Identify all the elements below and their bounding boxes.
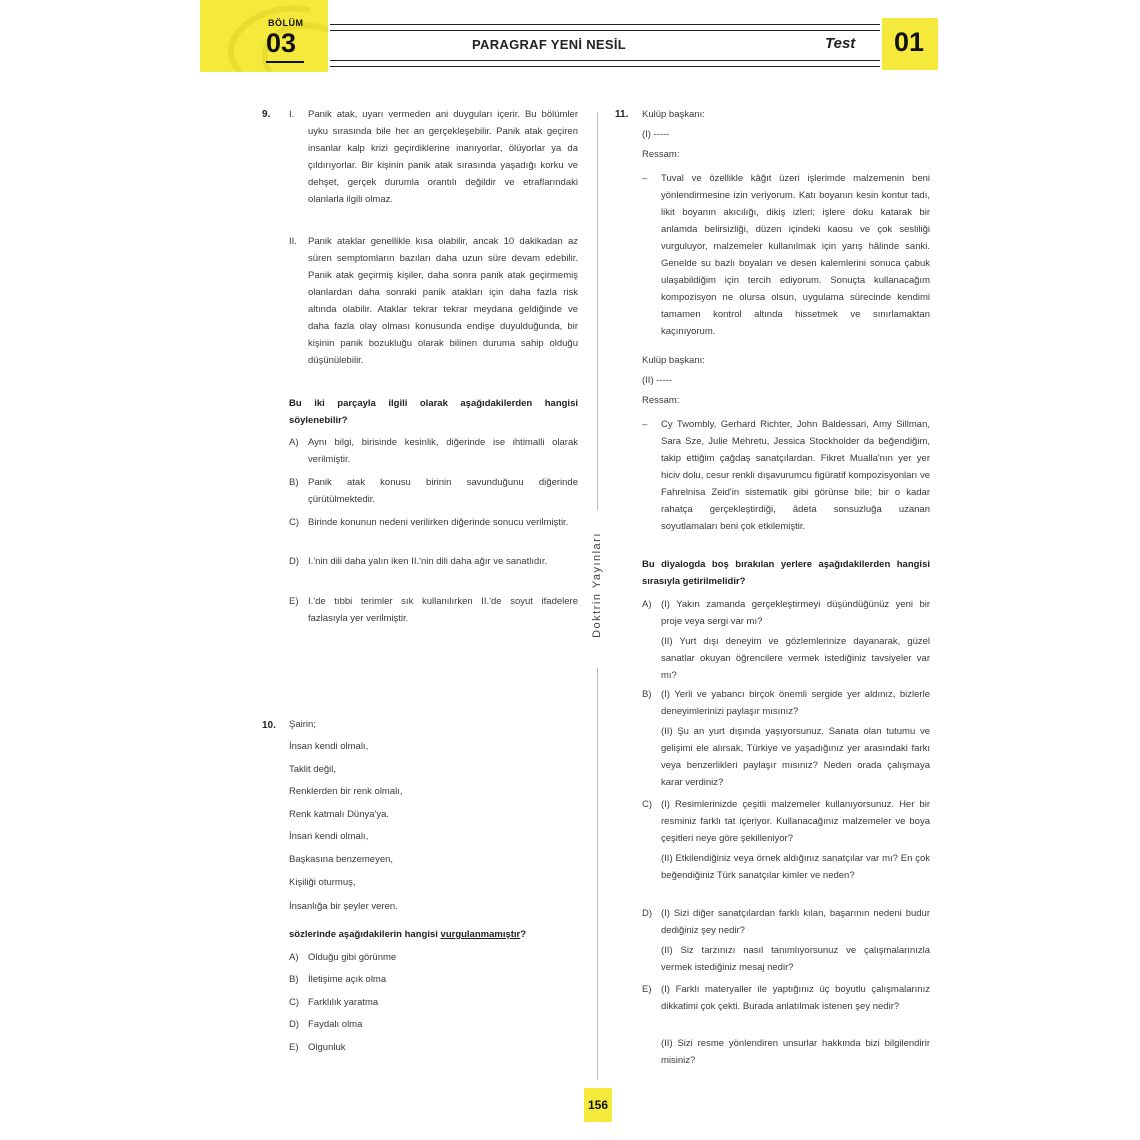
question-number: 9. [262,109,271,120]
poem-line: Taklit değil, [289,764,336,775]
page-title: PARAGRAF YENİ NESİL [472,37,627,52]
option-letter[interactable]: E) [289,1042,299,1053]
option-letter[interactable]: B) [642,689,652,700]
page-number-badge [584,1088,612,1122]
option-e[interactable]: I.'de tıbbi terimler sık kullanılırken II.'de soyut ifadelere fazlasıyla yer verilmiştir. [308,596,578,624]
section-badge-background [200,0,328,72]
option-e-part-1[interactable]: (I) Farklı materyaller ile yaptığınız üç boyutlu çalışmalarınız dikkatimi çok çekti. Burada anlatılmak istenen şey nedir? [661,984,930,1012]
section-label: BÖLÜM [268,18,304,28]
blank-placeholder: (II) ----- [642,375,673,386]
option-a[interactable]: Olduğu gibi görünme [308,952,397,963]
column-divider-bottom [597,668,598,1080]
artist-answer-2: Cy Twombly, Gerhard Richter, John Baldessari, Amy Sillman, Sara Sze, Julie Mehretu, Jessica Stockholder da beğendiğim, takip ettiğim çağdaş sanatçılardan. Fikret Mualla'nın yer yer hiciv dolu, cesur renkli dışavurumcu figüratif kompozisyonları ve Fahrelnisa Zeid'in sistematik gibi görünse bile; bir o kadar rahatça gerçekleştirdiği, âdeta sonsuzluğa uzanan soyutlamaları beni çok etkilemiştir. [661,419,930,532]
option-b[interactable]: İletişime açık olma [308,974,387,985]
poem-line: Başkasına benzemeyen, [289,854,394,865]
option-a-part-2[interactable]: (II) Yurt dışı deneyim ve gözlemlerinize dayanarak, güzel sanatlar okuyan öğrencilere vermek istediğiniz tavsiyeler var mı? [661,636,930,681]
option-d-part-2[interactable]: (II) Siz tarzınızı nasıl tanımlıyorsunuz ve çalışmalarınızla vermek istediğiniz mesaj nedir? [661,945,930,973]
option-e-part-2[interactable]: (II) Sizi resme yönlendiren unsurlar hakkında bizi bilgilendirir misiniz? [661,1038,930,1066]
dash-marker: – [642,173,648,184]
option-letter[interactable]: B) [289,974,299,985]
speaker-label: Kulüp başkanı: [642,355,705,366]
option-letter[interactable]: C) [642,799,653,810]
question-stem: Bu diyalogda boş bırakılan yerlere aşağıdakilerden hangisi sırasıyla getirilmelidir? [642,559,930,587]
option-c-part-2[interactable]: (II) Etkilendiğiniz veya örnek aldığınız sanatçılar var mı? En çok beğendiğiniz Türk sanatçılar kimler ve neden? [661,853,930,881]
option-c-part-1[interactable]: (I) Resimlerinizde çeşitli malzemeler kullanıyorsunuz. Her bir resminiz farklı tat içeriyor. Kullanacağınız malzemeler ve boya çeşitleri neye göre şekilleniyor? [661,799,930,844]
option-a-part-1[interactable]: (I) Yakın zamanda gerçekleştirmeyi düşündüğünüz yeni bir proje veya sergi var mı? [661,599,930,627]
option-letter[interactable]: C) [289,517,300,528]
test-number: 01 [894,27,925,57]
page-number: 156 [587,1098,609,1112]
option-b-part-2[interactable]: (II) Şu an yurt dışında yaşıyorsunuz. Sanata olan tutumu ve gelişimi ele alırsak, Türkiye ve yaşadığınız yer arasındaki farkı veya benzerlikleri paylaşır mısınız? Neden orada çalışmaya karar verdiniz? [661,726,930,788]
option-letter[interactable]: B) [289,477,299,488]
option-b[interactable]: Panik atak konusu birinin savunduğunu diğerinde çürütülmektedir. [308,477,578,505]
poem-line: Renklerden bir renk olmalı, [289,786,403,797]
header-rule-top [330,24,880,25]
poem-intro: Şairin; [289,719,316,730]
question-stem: sözlerinde aşağıdakilerin hangisi vurgulanmamıştır? [289,929,527,940]
section-number: 03 [266,28,297,58]
option-letter[interactable]: D) [642,908,653,919]
poem-line: İnsan kendi olmalı, [289,741,369,752]
option-letter[interactable]: A) [289,952,299,963]
dash-marker: – [642,419,648,430]
option-letter[interactable]: E) [642,984,652,995]
question-number: 11. [615,109,629,120]
header-rule-bottom [330,60,880,61]
column-divider-top [597,112,598,510]
artist-answer-1: Tuval ve özellikle kâğıt üzeri işlerimde malzemenin beni yönlendirmesine izin veriyorum. Katı boyanın kesin kontur tadı, likit boyanın akıcılığı, dikiş izleri; işlere doku katarak bir anlamda belirsizliği, düzen içindeki kaosu ve çok sesliliği vurguluyor, malzemeler kullanılmak için yarış hâlinde sanki. Genelde su bazlı boyaları ve desen kalemlerini sonuca çabuk ulaşabildiğim için tercih ediyorum. Sonuçta kullanacağım kompozisyon ne olursa olsun, uygulama sürecinde kendimi tamamen kontrol altında hissetmek ve sınırlamaktan kaçınıyorum. [661,173,930,337]
option-b-part-1[interactable]: (I) Yerli ve yabancı birçok önemli sergide yer aldınız, bizlerle deneyimlerinizi paylaşır mısınız? [661,689,930,717]
option-d[interactable]: Faydalı olma [308,1019,363,1030]
publisher-name: Doktrin Yayınları [591,532,603,638]
question-number: 10. [262,720,276,731]
poem-line: İnsan kendi olmalı, [289,831,369,842]
header-rule-bottom-2 [330,66,880,67]
section-underline [266,61,304,63]
option-letter[interactable]: C) [289,997,300,1008]
option-d[interactable]: I.'nin dili daha yalın iken II.'nin dili daha ağır ve sanatlıdır. [308,556,548,567]
option-c[interactable]: Farklılık yaratma [308,997,379,1008]
option-d-part-1[interactable]: (I) Sizi diğer sanatçılardan farklı kılan, başarının nedeni budur dediğiniz şey nedir? [661,908,930,936]
stem-underlined-word: vurgulanmamıştır [440,929,521,940]
passage-part-1: Panik atak, uyarı vermeden ani duyguları içerir. Bu bölümler uyku sırasında bile her an gerçekleşebilir. Panik atak geçiren insanlar kalp krizi geçirdiklerine inanıyorlar, ölüyorlar ya da çıldırıyorlar. Bir kişinin panik atak sırasında yaşadığı korku ve dehşet, gerçek durumla orantılı değildir ve etraflarındaki olanlarla ilgili olmaz. [308,109,578,205]
poem-line: Renk katmalı Dünya'ya. [289,809,390,820]
publisher-watermark [587,510,607,660]
option-letter[interactable]: E) [289,596,299,607]
poem-line: İnsanlığa bir şeyler veren. [289,901,398,912]
swirl-decoration-icon [200,0,328,72]
option-letter[interactable]: D) [289,1019,300,1030]
passage-part-2: Panik ataklar genellikle kısa olabilir, ancak 10 dakikadan az süren semptomların bazıları daha uzun süre devam edebilir. Panik atak geçirmiş kişiler, daha sonra panik atak geçirmemiş olanlardan daha sonraki panik atakları için daha fazla risk altında olabilir. Ataklar tekrar tekrar meydana geldiğinde ve daha fazla olay olması konusunda endişe duyulduğunda, bir kişinin panik bozukluğu olarak bilinen duruma sahip olduğu düşünülebilir. [308,236,578,366]
option-letter[interactable]: A) [289,437,299,448]
header-rule-top-2 [330,30,880,31]
speaker-label: Kulüp başkanı: [642,109,705,120]
option-c[interactable]: Birinde konunun nedeni verilirken diğerinde sonucu verilmiştir. [308,517,569,528]
blank-placeholder: (I) ----- [642,129,670,140]
option-letter[interactable]: A) [642,599,652,610]
part-marker: II. [289,236,297,247]
question-stem: Bu iki parçayla ilgili olarak aşağıdakilerden hangisi söylenebilir? [289,398,578,426]
option-e[interactable]: Olgunluk [308,1042,346,1053]
option-letter[interactable]: D) [289,556,300,567]
option-a[interactable]: Aynı bilgi, birisinde kesinlik, diğerinde ise ihtimalli olarak verilmiştir. [308,437,578,465]
test-label: Test [825,35,856,52]
part-marker: I. [289,109,295,120]
speaker-label: Ressam: [642,395,680,406]
poem-line: Kişiliği oturmuş, [289,877,356,888]
speaker-label: Ressam: [642,149,680,160]
